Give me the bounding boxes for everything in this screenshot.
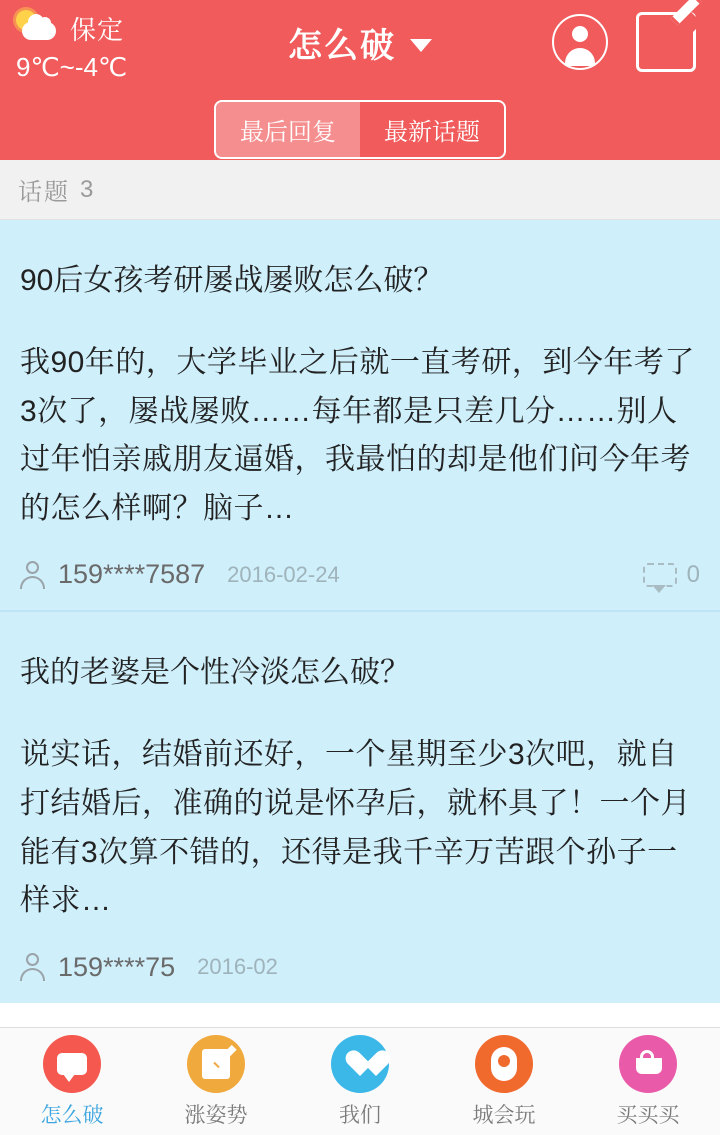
tab-women[interactable] (288, 1028, 432, 1135)
tab-zenmepo[interactable] (0, 1028, 144, 1135)
section-header (0, 160, 720, 220)
tab-chenghuiwan[interactable] (432, 1028, 576, 1135)
compose-edit-icon[interactable] (636, 12, 696, 72)
header-tabs (0, 100, 720, 159)
post-date: 2016-02 (197, 954, 278, 980)
chat-icon (43, 1035, 101, 1093)
page-title-group[interactable] (0, 18, 720, 67)
user-avatar-icon[interactable] (552, 14, 608, 70)
post-date: 2016-02-24 (227, 561, 340, 587)
weather-temperature: 9℃~-4℃ (16, 52, 128, 82)
cart-icon (619, 1035, 677, 1093)
tab-label: 怎么破 (40, 1103, 104, 1127)
tab-latest-reply[interactable]: 最后回复 (216, 102, 360, 157)
pin-icon (475, 1035, 533, 1093)
chevron-down-icon[interactable] (410, 39, 432, 52)
page-title: 怎么破 (288, 27, 396, 65)
user-icon (20, 561, 46, 589)
heart-icon (331, 1035, 389, 1093)
section-label: 话题 (18, 179, 70, 206)
post-meta (20, 952, 700, 1003)
tab-zhangzishi[interactable] (144, 1028, 288, 1135)
comment-count: 0 (686, 560, 700, 588)
post-body: 说实话，结婚前还好，一个星期至少3次吧，就自打结婚后，准确的说是怀孕后，就杯具了！一个月能有3次算不错的，还得是我千辛万苦跟个孙子一样求… (20, 738, 691, 918)
tab-label: 买买买 (616, 1103, 680, 1127)
list-item[interactable] (0, 610, 720, 1002)
post-author: 159****7587 (58, 559, 206, 590)
section-count: 3 (80, 175, 96, 203)
post-body: 我90年的，大学毕业之后就一直考研，到今年考了3次了，屡战屡败……每年都是只差几分……别人过年怕亲戚朋友逼婚，我最怕的却是他们问今年考的怎么样啊？脑子… (20, 346, 695, 525)
tab-label: 涨姿势 (184, 1103, 248, 1127)
weather-city: 保定 (70, 14, 125, 45)
post-title: 90后女孩考研屡战屡败怎么破？ (20, 264, 444, 297)
tab-latest-topic[interactable]: 最新话题 (384, 119, 480, 146)
list-item[interactable] (0, 220, 720, 610)
app-header (0, 0, 720, 160)
bottom-tabbar (0, 1027, 720, 1135)
post-meta (20, 559, 700, 610)
tab-label: 我们 (339, 1103, 381, 1127)
pen-icon (187, 1035, 245, 1093)
comment-icon (643, 563, 677, 587)
user-icon (20, 953, 46, 981)
post-title: 我的老婆是个性冷淡怎么破？ (20, 656, 410, 690)
tab-maimaimai[interactable] (576, 1028, 720, 1135)
tab-label: 城会玩 (472, 1103, 536, 1127)
comment-group[interactable] (643, 561, 700, 589)
post-author: 159****75 (58, 951, 176, 982)
